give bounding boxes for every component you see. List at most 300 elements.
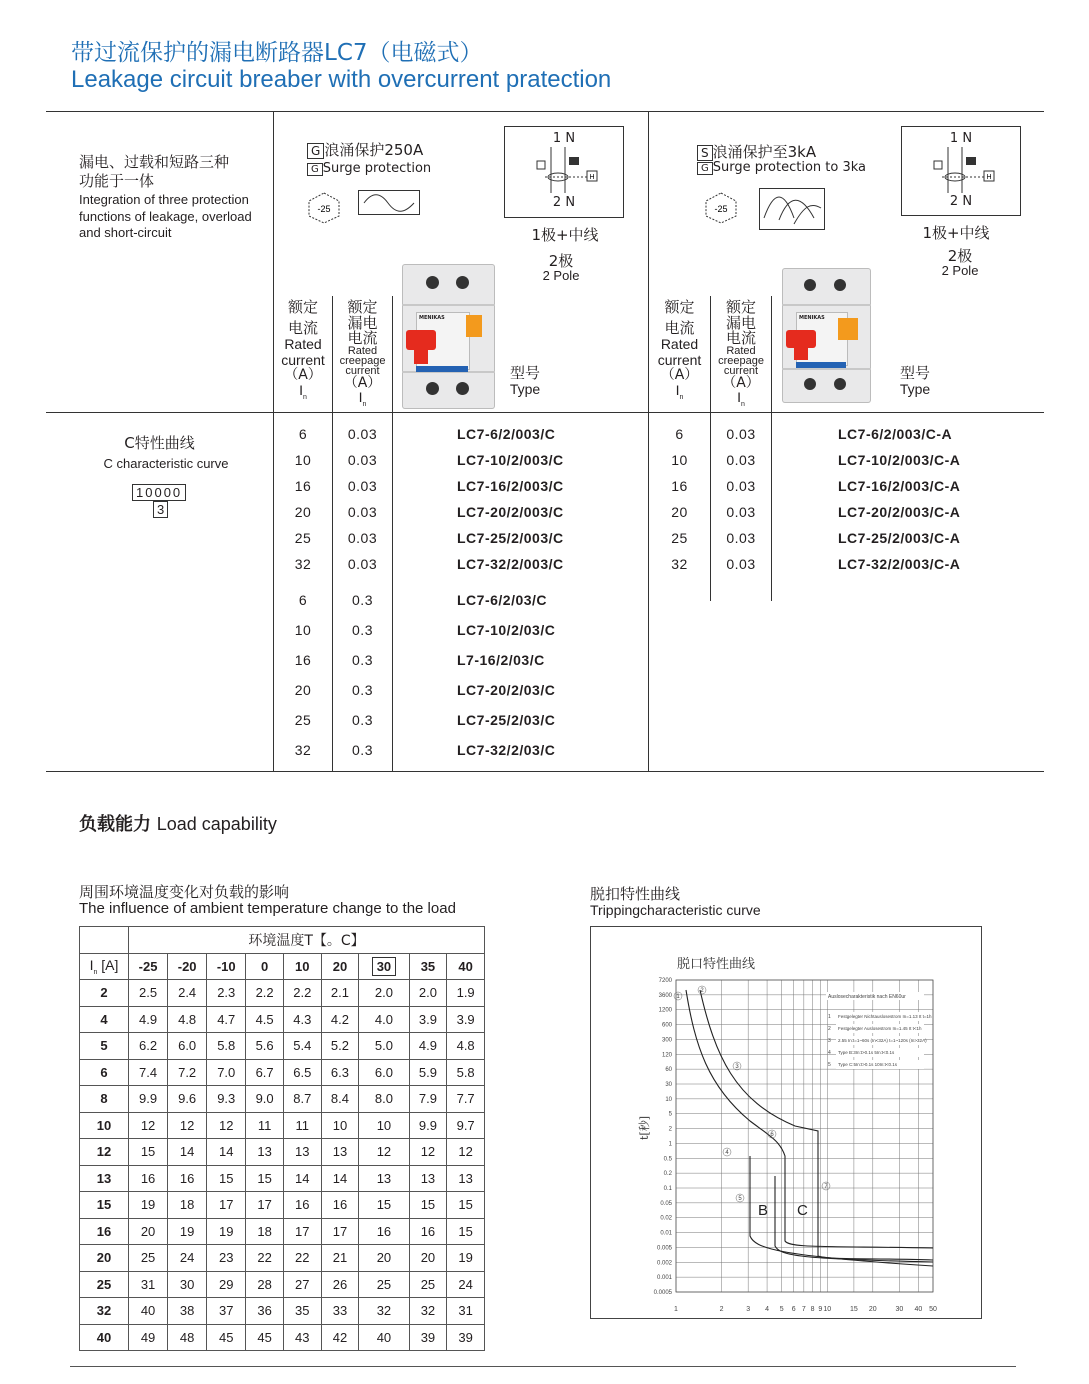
load-value-cell: 29 xyxy=(207,1271,246,1298)
pole-cn-left: 1极+中线 xyxy=(531,226,599,244)
type-header-left: 型号 Type xyxy=(509,364,541,397)
rated-current-cell: 10 xyxy=(294,452,312,468)
wiring-diagram-left: 1 N H 2 N xyxy=(504,126,624,218)
load-value-cell: 39 xyxy=(447,1324,485,1351)
load-value-cell: 22 xyxy=(246,1245,284,1272)
load-value-cell: 25 xyxy=(409,1271,447,1298)
load-value-cell: 12 xyxy=(359,1139,409,1166)
table-row xyxy=(80,1298,485,1325)
load-value-cell: 37 xyxy=(207,1298,246,1325)
page-title-cn: 带过流保护的漏电断路器LC7（电磁式） xyxy=(71,40,483,66)
y-tick-label: 300 xyxy=(661,1037,672,1044)
y-tick-label: 0.5 xyxy=(663,1156,672,1163)
temperature-col-header: 35 xyxy=(409,953,447,980)
load-value-cell: 16 xyxy=(409,1218,447,1245)
legend-entry: 2.55 In:t=1~60s (In<32A) t=1~120s (In>32A) xyxy=(838,1038,927,1043)
load-value-cell: 13 xyxy=(447,1165,485,1192)
model-cell: LC7-6/2/003/C xyxy=(457,426,556,442)
surge-wave-icon xyxy=(759,188,825,230)
rated-current-value: 20 xyxy=(80,1245,129,1272)
creepage-current-cell: 0.03 xyxy=(347,530,378,546)
surge-protection-right: S 浪涌保护至3kA xyxy=(697,141,816,162)
load-value-cell: 14 xyxy=(283,1165,321,1192)
load-value-cell: 8.7 xyxy=(283,1086,321,1113)
load-value-cell: 5.8 xyxy=(207,1033,246,1060)
load-value-cell: 7.9 xyxy=(409,1086,447,1113)
load-value-cell: 32 xyxy=(409,1298,447,1325)
load-subtitle-cn: 周围环境温度变化对负载的影响 xyxy=(79,883,290,901)
load-value-cell: 12 xyxy=(447,1139,485,1166)
rated-current-value: 6 xyxy=(80,1059,129,1086)
load-value-cell: 19 xyxy=(168,1218,207,1245)
load-value-cell: 13 xyxy=(246,1139,284,1166)
load-value-cell: 8.4 xyxy=(321,1086,359,1113)
load-value-cell: 4.9 xyxy=(409,1033,447,1060)
table-divider xyxy=(392,296,393,771)
load-value-cell: 26 xyxy=(321,1271,359,1298)
y-tick-label: 0.005 xyxy=(656,1245,672,1252)
y-tick-label: 60 xyxy=(665,1067,672,1074)
load-value-cell: 4.3 xyxy=(283,1006,321,1033)
rated-current-cell: 20 xyxy=(671,504,688,520)
load-value-cell: 2.2 xyxy=(246,980,284,1007)
temperature-col-header: 0 xyxy=(246,953,284,980)
load-value-cell: 9.6 xyxy=(168,1086,207,1113)
model-cell: LC7-20/2/03/C xyxy=(457,682,556,698)
rated-current-cell: 25 xyxy=(294,712,312,728)
creepage-current-cell: 0.03 xyxy=(726,452,756,468)
load-value-cell: 30 xyxy=(168,1271,207,1298)
table-row xyxy=(80,1033,485,1060)
creepage-current-cell: 0.3 xyxy=(352,652,373,668)
legend-entry: Festgelegter Nichtauslosestrom In=1.13 It t=1h xyxy=(838,1014,932,1019)
load-value-cell: 35 xyxy=(283,1298,321,1325)
load-value-cell: 14 xyxy=(207,1139,246,1166)
load-value-cell: 18 xyxy=(168,1192,207,1219)
load-value-cell: 31 xyxy=(447,1298,485,1325)
rated-current-cell: 25 xyxy=(671,530,688,546)
load-value-cell: 2.2 xyxy=(283,980,321,1007)
load-value-cell: 27 xyxy=(283,1271,321,1298)
y-axis-label: t[秒] xyxy=(638,1115,651,1140)
load-value-cell: 4.5 xyxy=(246,1006,284,1033)
load-value-cell: 7.2 xyxy=(168,1059,207,1086)
tripping-title-cn: 脱扣特性曲线 xyxy=(590,885,681,903)
load-value-cell: 42 xyxy=(321,1324,359,1351)
load-value-cell: 13 xyxy=(409,1165,447,1192)
load-value-cell: 43 xyxy=(283,1324,321,1351)
creepage-current-cell: 0.3 xyxy=(352,622,373,638)
table-row xyxy=(80,1006,485,1033)
load-value-cell: 32 xyxy=(359,1298,409,1325)
creepage-current-cell: 0.03 xyxy=(347,452,378,468)
load-value-cell: 16 xyxy=(283,1192,321,1219)
temperature-col-header: 30 xyxy=(359,953,409,980)
y-tick-label: 120 xyxy=(661,1052,672,1059)
temperature-icon xyxy=(700,190,742,226)
rated-current-cell: 32 xyxy=(294,742,312,758)
y-tick-label: 0.01 xyxy=(660,1230,672,1237)
load-value-cell: 16 xyxy=(129,1165,168,1192)
load-value-cell: 14 xyxy=(168,1139,207,1166)
table-bottom-rule xyxy=(46,771,1044,772)
rated-current-header: 额定 电流 Rated current （A） $I_n$ xyxy=(657,298,702,401)
curve-type-cn: C特性曲线 xyxy=(124,434,195,452)
table-row xyxy=(80,1245,485,1272)
x-tick-label: 20 xyxy=(868,1306,877,1313)
load-value-cell: 4.7 xyxy=(207,1006,246,1033)
legend-marker: 5 xyxy=(828,1062,831,1068)
load-capability-title: 负载能力 Load capability xyxy=(79,814,277,835)
load-value-cell: 25 xyxy=(129,1245,168,1272)
model-cell: LC7-16/2/003/C-A xyxy=(838,478,961,494)
model-cell: LC7-10/2/003/C-A xyxy=(838,452,961,468)
legend-title: Auslosecharakteristik nach EN60ur xyxy=(828,994,906,1000)
tripping-title-en: Trippingcharacteristic curve xyxy=(590,902,761,918)
x-tick-label: 2 xyxy=(719,1306,724,1313)
curve-label-c: C xyxy=(797,1202,808,1219)
creepage-current-header: 额定 漏电 电流 Rated creepage current （A） $I_n$ xyxy=(339,298,386,409)
curve-type-en: C characteristic curve xyxy=(103,456,229,471)
load-value-cell: 5.8 xyxy=(447,1059,485,1086)
creepage-current-cell: 0.3 xyxy=(352,742,373,758)
load-value-cell: 36 xyxy=(246,1298,284,1325)
creepage-current-cell: 0.03 xyxy=(726,478,756,494)
legend-marker: 1 xyxy=(828,1014,831,1020)
model-cell: LC7-25/2/003/C xyxy=(457,530,564,546)
rated-current-value: 8 xyxy=(80,1086,129,1113)
y-tick-label: 0.002 xyxy=(656,1260,672,1267)
svg-text:H: H xyxy=(589,174,595,181)
creepage-current-cell: 0.3 xyxy=(352,592,373,608)
sine-wave-icon xyxy=(358,190,420,215)
creepage-current-cell: 0.3 xyxy=(352,712,373,728)
rated-current-cell: 16 xyxy=(294,478,312,494)
rated-current-cell: 10 xyxy=(671,452,688,468)
x-tick-label: 8 xyxy=(810,1306,815,1313)
curve-marker-label: 4 xyxy=(725,1150,729,1156)
load-value-cell: 17 xyxy=(246,1192,284,1219)
creepage-current-cell: 0.03 xyxy=(347,426,378,442)
x-tick-label: 40 xyxy=(914,1306,923,1313)
load-value-cell: 5.2 xyxy=(321,1033,359,1060)
curve-label-b: B xyxy=(758,1202,769,1219)
rated-current-cell: 20 xyxy=(294,504,312,520)
pole-en-right: 2 Pole xyxy=(941,263,979,278)
table-row xyxy=(80,980,485,1007)
load-value-cell: 1.9 xyxy=(447,980,485,1007)
table-row xyxy=(80,1192,485,1219)
load-value-cell: 13 xyxy=(359,1165,409,1192)
temperature-col-header: 20 xyxy=(321,953,359,980)
table-row xyxy=(80,1086,485,1113)
load-value-cell: 14 xyxy=(321,1165,359,1192)
rated-current-cell: 16 xyxy=(671,478,688,494)
legend-marker: 2 xyxy=(828,1026,831,1032)
pole-cn2-left: 2极 xyxy=(548,252,574,270)
load-value-cell: 17 xyxy=(321,1218,359,1245)
y-tick-label: 0.2 xyxy=(663,1171,672,1178)
load-value-cell: 38 xyxy=(168,1298,207,1325)
y-tick-label: 0.05 xyxy=(660,1200,672,1207)
load-value-cell: 28 xyxy=(246,1271,284,1298)
x-tick-label: 3 xyxy=(746,1306,751,1313)
x-tick-label: 9 xyxy=(818,1306,823,1313)
feature-description-cn: 漏电、过载和短路三种 功能于一体 xyxy=(79,153,230,190)
temperature-col-header: -20 xyxy=(168,953,207,980)
table-row xyxy=(80,1165,485,1192)
load-value-cell: 5.0 xyxy=(359,1033,409,1060)
model-cell: L7-16/2/03/C xyxy=(457,652,545,668)
load-value-cell: 11 xyxy=(283,1112,321,1139)
load-value-cell: 25 xyxy=(359,1271,409,1298)
model-cell: LC7-6/2/03/C xyxy=(457,592,548,608)
svg-text:-25: -25 xyxy=(714,204,728,214)
x-tick-label: 6 xyxy=(791,1306,796,1313)
load-value-cell: 16 xyxy=(359,1218,409,1245)
load-table xyxy=(79,926,485,1351)
load-value-cell: 49 xyxy=(129,1324,168,1351)
rated-current-cell: 20 xyxy=(294,682,312,698)
curve-marker-label: 1 xyxy=(676,994,680,1000)
rated-current-cell: 10 xyxy=(294,622,312,638)
temperature-col-header: 10 xyxy=(283,953,321,980)
load-value-cell: 21 xyxy=(321,1245,359,1272)
rated-current-value: 16 xyxy=(80,1218,129,1245)
model-cell: LC7-20/2/003/C xyxy=(457,504,564,520)
load-value-cell: 15 xyxy=(447,1192,485,1219)
rated-current-value: 13 xyxy=(80,1165,129,1192)
rated-current-cell: 25 xyxy=(294,530,312,546)
load-value-cell: 11 xyxy=(246,1112,284,1139)
breaker-image-left: MENIKAS xyxy=(402,264,495,409)
load-value-cell: 20 xyxy=(129,1218,168,1245)
legend-marker: 3 xyxy=(828,1038,831,1044)
rated-current-cell: 32 xyxy=(671,556,688,572)
load-value-cell: 5.9 xyxy=(409,1059,447,1086)
load-value-cell: 6.0 xyxy=(168,1033,207,1060)
rated-current-value: 25 xyxy=(80,1271,129,1298)
load-value-cell: 9.3 xyxy=(207,1086,246,1113)
y-tick-label: 2 xyxy=(668,1126,672,1133)
rated-current-value: 2 xyxy=(80,980,129,1007)
load-value-cell: 10 xyxy=(321,1112,359,1139)
chart-title: 脱口特性曲线 xyxy=(677,957,756,972)
x-tick-label: 7 xyxy=(801,1306,806,1313)
breaking-capacity-box: 10000 xyxy=(132,484,186,501)
rated-current-value: 4 xyxy=(80,1006,129,1033)
y-tick-label: 0.02 xyxy=(660,1215,672,1222)
load-value-cell: 22 xyxy=(283,1245,321,1272)
table-row xyxy=(80,1218,485,1245)
y-tick-label: 10 xyxy=(665,1096,672,1103)
x-tick-label: 4 xyxy=(765,1306,770,1313)
load-value-cell: 18 xyxy=(246,1218,284,1245)
y-tick-label: 0.0005 xyxy=(653,1290,672,1296)
table-header-rule xyxy=(46,412,1044,413)
curve-marker-label: 5 xyxy=(738,1196,742,1202)
x-tick-label: 30 xyxy=(895,1306,904,1313)
model-cell: LC7-10/2/003/C xyxy=(457,452,564,468)
load-value-cell: 19 xyxy=(447,1245,485,1272)
creepage-current-cell: 0.03 xyxy=(347,478,378,494)
load-value-cell: 2.0 xyxy=(359,980,409,1007)
load-value-cell: 23 xyxy=(207,1245,246,1272)
load-value-cell: 3.9 xyxy=(409,1006,447,1033)
legend-entry: Type B:3In:t>0.1s 5In:t<0.1s xyxy=(838,1050,895,1055)
load-value-cell: 4.0 xyxy=(359,1006,409,1033)
load-value-cell: 6.2 xyxy=(129,1033,168,1060)
x-tick-label: 5 xyxy=(779,1306,784,1313)
load-value-cell: 2.0 xyxy=(409,980,447,1007)
y-tick-label: 1 xyxy=(668,1141,672,1148)
load-value-cell: 19 xyxy=(207,1218,246,1245)
rated-current-value: 10 xyxy=(80,1112,129,1139)
curve-marker-label: 3 xyxy=(735,1064,739,1070)
pole-en-left: 2 Pole xyxy=(542,268,580,283)
surge-protection-right-en: G Surge protection to 3ka xyxy=(697,160,866,175)
load-value-cell: 10 xyxy=(359,1112,409,1139)
load-value-cell: 9.0 xyxy=(246,1086,284,1113)
load-value-cell: 12 xyxy=(207,1112,246,1139)
x-tick-label: 1 xyxy=(674,1306,678,1313)
breaker-image-right: MENIKAS xyxy=(782,268,871,403)
load-value-cell: 4.2 xyxy=(321,1006,359,1033)
rated-current-col-header: $I_n$ [A] xyxy=(80,953,129,980)
table-row xyxy=(80,1271,485,1298)
y-tick-label: 3600 xyxy=(658,992,672,999)
temperature-col-header: 40 xyxy=(447,953,485,980)
creepage-current-cell: 0.03 xyxy=(726,530,756,546)
load-value-cell: 20 xyxy=(409,1245,447,1272)
load-value-cell: 7.4 xyxy=(129,1059,168,1086)
y-tick-label: 0.1 xyxy=(663,1186,672,1192)
model-cell: LC7-25/2/003/C-A xyxy=(838,530,961,546)
load-value-cell: 17 xyxy=(283,1218,321,1245)
load-value-cell: 8.0 xyxy=(359,1086,409,1113)
load-value-cell: 19 xyxy=(129,1192,168,1219)
x-tick-label: 10 xyxy=(823,1306,832,1313)
load-value-cell: 17 xyxy=(207,1192,246,1219)
load-value-cell: 15 xyxy=(129,1139,168,1166)
load-value-cell: 4.8 xyxy=(168,1006,207,1033)
load-value-cell: 15 xyxy=(207,1165,246,1192)
load-value-cell: 40 xyxy=(359,1324,409,1351)
load-value-cell: 15 xyxy=(447,1218,485,1245)
load-value-cell: 2.3 xyxy=(207,980,246,1007)
load-value-cell: 5.4 xyxy=(283,1033,321,1060)
temperature-col-header: -25 xyxy=(129,953,168,980)
svg-text:H: H xyxy=(986,174,992,181)
load-value-cell: 6.7 xyxy=(246,1059,284,1086)
x-tick-label: 15 xyxy=(850,1306,858,1313)
load-value-cell: 31 xyxy=(129,1271,168,1298)
load-value-cell: 12 xyxy=(129,1112,168,1139)
table-row xyxy=(80,1059,485,1086)
load-value-cell: 7.0 xyxy=(207,1059,246,1086)
y-tick-label: 600 xyxy=(661,1022,672,1029)
rated-current-cell: 6 xyxy=(298,592,308,608)
pole-cn-right: 1极+中线 xyxy=(922,224,990,242)
load-value-cell: 6.5 xyxy=(283,1059,321,1086)
rated-current-cell: 6 xyxy=(675,426,684,442)
model-cell: LC7-6/2/003/C-A xyxy=(838,426,953,442)
temperature-icon xyxy=(303,190,345,226)
load-value-cell: 12 xyxy=(409,1139,447,1166)
table-row xyxy=(80,1139,485,1166)
creepage-current-header: 额定 漏电 电流 Rated creepage current （A） $I_n$ xyxy=(718,298,764,409)
model-cell: LC7-20/2/003/C-A xyxy=(838,504,961,520)
load-value-cell: 15 xyxy=(409,1192,447,1219)
load-value-cell: 2.5 xyxy=(129,980,168,1007)
load-value-cell: 9.7 xyxy=(447,1112,485,1139)
legend-entry: Type C:5In:t>0.1s 10In:t<0.1s xyxy=(838,1062,898,1067)
rated-current-cell: 16 xyxy=(294,652,312,668)
load-value-cell: 9.9 xyxy=(409,1112,447,1139)
model-cell: LC7-10/2/03/C xyxy=(457,622,556,638)
load-subtitle-en: The influence of ambient temperature change to the load xyxy=(79,900,456,917)
table-row xyxy=(80,1112,485,1139)
load-value-cell: 9.9 xyxy=(129,1086,168,1113)
y-tick-label: 30 xyxy=(665,1082,672,1088)
curve-marker-label: 2 xyxy=(700,988,704,994)
model-cell: LC7-32/2/003/C xyxy=(457,556,564,572)
load-value-cell: 15 xyxy=(359,1192,409,1219)
footer-rule xyxy=(70,1366,1016,1367)
rated-current-value: 32 xyxy=(80,1298,129,1325)
legend-marker: 4 xyxy=(828,1050,831,1056)
rated-current-value: 12 xyxy=(80,1139,129,1166)
load-value-cell: 39 xyxy=(409,1324,447,1351)
load-value-cell: 15 xyxy=(246,1165,284,1192)
y-tick-label: 1200 xyxy=(658,1007,672,1014)
load-value-cell: 4.8 xyxy=(447,1033,485,1060)
rated-current-value: 15 xyxy=(80,1192,129,1219)
load-value-cell: 6.0 xyxy=(359,1059,409,1086)
load-value-cell: 13 xyxy=(321,1139,359,1166)
page-title-en: Leakage circuit breaber with overcurrent pratection xyxy=(71,66,612,93)
creepage-current-cell: 0.03 xyxy=(347,504,378,520)
load-value-cell: 48 xyxy=(168,1324,207,1351)
load-value-cell: 16 xyxy=(321,1192,359,1219)
rated-current-value: 5 xyxy=(80,1033,129,1060)
load-value-cell: 24 xyxy=(447,1271,485,1298)
temperature-col-header: -10 xyxy=(207,953,246,980)
creepage-current-cell: 0.03 xyxy=(726,556,756,572)
circuit-icon xyxy=(525,147,605,193)
svg-text:-25: -25 xyxy=(317,204,331,214)
load-value-cell: 33 xyxy=(321,1298,359,1325)
x-tick-label: 50 xyxy=(929,1306,937,1313)
creepage-current-cell: 0.3 xyxy=(352,682,373,698)
load-value-cell: 4.9 xyxy=(129,1006,168,1033)
table-divider xyxy=(771,296,772,601)
creepage-current-cell: 0.03 xyxy=(347,556,378,572)
table-corner xyxy=(80,927,129,954)
rated-current-header: 额定 电流 Rated current （A） $I_n$ xyxy=(281,298,325,401)
load-value-cell: 6.3 xyxy=(321,1059,359,1086)
load-value-cell: 3.9 xyxy=(447,1006,485,1033)
table-row xyxy=(80,1324,485,1351)
type-header-right: 型号 Type xyxy=(899,364,931,397)
model-cell: LC7-32/2/03/C xyxy=(457,742,556,758)
wiring-diagram-right: 1 N H 2 N xyxy=(901,126,1021,216)
legend-entry: Festgelegter Auslosestrom In=1.45 It t<1h xyxy=(838,1026,922,1031)
rated-current-cell: 6 xyxy=(298,426,308,442)
creepage-current-cell: 0.03 xyxy=(726,504,756,520)
curve-marker-label: 7 xyxy=(824,1184,828,1190)
y-tick-label: 0.001 xyxy=(656,1275,672,1282)
